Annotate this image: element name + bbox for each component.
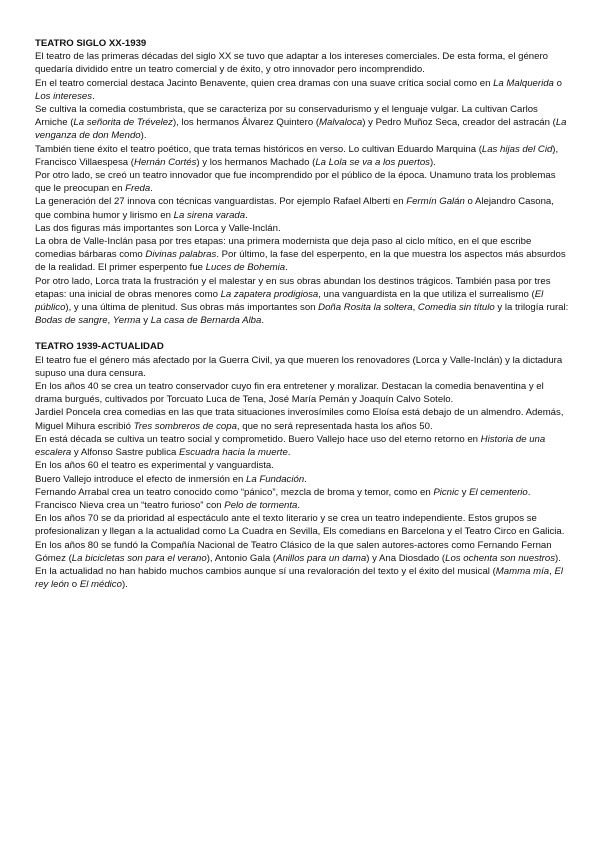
work-title: Tres sombreros de copa — [133, 420, 237, 432]
text-run: ), los hermanos Álvarez Quintero ( — [172, 117, 320, 129]
text-run: ). — [429, 156, 436, 168]
text-run: y — [140, 315, 151, 327]
paragraph — [35, 222, 570, 235]
work-title: Divinas palabras — [145, 249, 217, 261]
text-run: Las dos figuras más importantes son Lorca y Valle-Inclán. — [35, 222, 281, 234]
work-title: El rey león — [35, 565, 563, 591]
section-body — [35, 354, 570, 592]
text-run: ) y Pedro Muñoz Seca, creador del astracán ( — [362, 117, 556, 129]
text-run: ), y una última de plenitud. Sus obras más importantes son — [65, 302, 319, 314]
section-title: TEATRO 1939-ACTUALIDAD — [35, 341, 164, 353]
text-run: El teatro fue el género más afectado por la Guerra Civil, ya que mueren los renovadores (Lorca y Valle-Inclán) y la dictadura supuso una dura censura. — [35, 354, 563, 379]
paragraph — [35, 195, 570, 221]
text-run: En los años 70 se da prioridad al espectáculo ante el texto literario y se crea un teatro independiente. Estos grupos se profesionalizan y llegan a la actualidad como La Cuadra en Sevilla, Els comedians en Barcelona y el Teatro Circo en Galicia. — [35, 513, 565, 538]
paragraph — [35, 459, 570, 472]
paragraph — [35, 169, 570, 195]
paragraph — [35, 512, 570, 538]
text-run: . — [304, 473, 307, 485]
text-run: ), Antonio Gala ( — [206, 552, 277, 564]
work-title: Picnic — [433, 486, 459, 498]
text-run: La generación del 27 innova con técnicas vanguardistas. Por ejemplo Rafael Alberti en — [35, 196, 407, 208]
text-run: Jardiel Poncela crea comedias en las que trata situaciones inverosímiles como Eloísa está debajo de un almendro. Además, Miguel Mihura escribió — [35, 407, 564, 432]
work-title: Escuadra hacia la muerte — [179, 447, 288, 459]
work-title: Fermín Galán — [406, 196, 465, 208]
text-run: En está década se cultiva un teatro social y comprometido. Buero Vallejo hace uso del eterno retorno en — [35, 433, 481, 445]
section-teatro-siglo-xx — [35, 37, 570, 327]
work-title: La señorita de Trévelez — [73, 117, 173, 129]
text-run: Buero Vallejo introduce el efecto de inmersión en — [35, 473, 247, 485]
work-title: Pelo de tormenta — [224, 499, 298, 511]
text-run: Por otro lado, se creó un teatro innovador que fue incomprendido por el público de la época. Unamuno trata los problemas que le preocupan en — [35, 170, 556, 195]
text-run: En la actualidad no han habido muchos cambios aunque sí una revaloración del texto y el éxito del musical ( — [35, 565, 496, 577]
paragraph — [35, 380, 570, 406]
work-title: La Lola se va a los puertos — [315, 156, 430, 168]
work-title: Yerma — [112, 315, 141, 327]
text-run: . — [245, 209, 248, 221]
text-run: Fernando Arrabal crea un teatro conocido como “pánico”, mezcla de broma y temor, como en — [35, 486, 434, 498]
text-run: La obra de Valle-Inclán pasa por tres etapas: una primera modernista que deja paso al ciclo mítico, en el que escribe comedias bárbaras como — [35, 236, 532, 261]
text-run: y la trilogía rural: — [494, 302, 569, 314]
work-title: La casa de Bernarda Alba — [150, 315, 262, 327]
text-run: o Alejandro Casona, que combina humor y lirismo en — [35, 196, 554, 221]
section-body — [35, 50, 570, 327]
text-run: . Por último, la fase del esperpento, en la que muestra los aspectos más absurdos de la realidad. El primer esperpento fue — [35, 249, 566, 274]
paragraph — [35, 499, 570, 512]
work-title: El público — [35, 288, 544, 314]
text-run: . — [285, 262, 288, 274]
text-run: y — [458, 486, 470, 498]
work-title: La Malquerida — [493, 77, 554, 89]
section-teatro-1939-actualidad — [35, 340, 570, 591]
section-title: TEATRO SIGLO XX-1939 — [35, 38, 147, 49]
text-run: ). — [121, 579, 128, 591]
text-run: . — [287, 447, 291, 459]
paragraph — [35, 406, 570, 432]
work-title: La Fundación — [246, 473, 305, 485]
text-run: También tiene éxito el teatro poético, que trata temas históricos en verso. Lo cultivan Eduardo Marquina ( — [35, 143, 482, 155]
text-run: o — [69, 579, 80, 591]
work-title: Las hijas del Cid — [481, 143, 553, 155]
work-title: Doña Rosita la soltera — [318, 302, 413, 314]
work-title: Historia de una escalera — [35, 433, 546, 459]
document-page — [35, 37, 570, 591]
work-title: La venganza de don Mendo — [35, 117, 567, 142]
text-run: ). — [140, 130, 147, 142]
text-run: Por otro lado, Lorca trata la frustración y el malestar y en sus obras abundan los destinos trágicos. También pasa por tres etapas: una inicial de obras menores como — [35, 275, 551, 300]
text-run: Se cultiva la comedia costumbrista, que se caracteriza por su conservadurismo y el lenguaje vulgar. La cultivan Carlos Arniche ( — [35, 104, 538, 129]
work-title: Comedia sin título — [417, 302, 495, 314]
text-run: En los años 80 se fundó la Compañía Nacional de Teatro Clásico de la que salen autores-actores como Fernando Fernan Gómez ( — [35, 539, 552, 564]
text-run: ) y los hermanos Machado ( — [196, 156, 316, 168]
text-run: . — [261, 315, 265, 327]
text-run: , — [412, 302, 418, 314]
paragraph — [35, 50, 570, 76]
text-run: El teatro de las primeras décadas del siglo XX se tuvo que adaptar a los intereses comerciales. De esta forma, el género quedaría dividido entre un teatro comercial y de éxito, y otro innovador pero incomprendido. — [35, 51, 549, 76]
paragraph — [35, 565, 570, 591]
text-run: ) y Ana Diosdado ( — [366, 552, 446, 564]
paragraph — [35, 143, 570, 169]
work-title: La sirena varada — [173, 209, 246, 221]
paragraph — [35, 486, 570, 499]
work-title: Luces de Bohemia — [205, 262, 286, 274]
work-title: El médico — [79, 579, 122, 591]
work-title: Los ochenta son nuestros — [445, 552, 556, 564]
text-run: . — [92, 90, 95, 102]
paragraph — [35, 235, 570, 275]
text-run: Francisco Nieva crea un “teatro furioso” con — [35, 499, 225, 511]
work-title: La bicicletas son para el verano — [71, 552, 207, 564]
text-run: y Alfonso Sastre publica — [71, 447, 179, 459]
work-title: Hernán Cortés — [134, 156, 197, 168]
text-run: ), Francisco Villaespesa ( — [35, 143, 559, 168]
text-run: En el teatro comercial destaca Jacinto Benavente, quien crea dramas con una suave crítica social como en — [35, 77, 494, 89]
work-title: Freda — [125, 183, 151, 195]
paragraph — [35, 473, 570, 486]
text-run: , — [549, 565, 555, 577]
text-run: . — [297, 499, 301, 511]
paragraph — [35, 539, 570, 565]
text-run: . — [527, 486, 531, 498]
text-run: En los años 60 el teatro es experimental y vanguardista. — [35, 460, 274, 472]
work-title: Mamma mía — [495, 565, 550, 577]
work-title: Malvaloca — [319, 117, 363, 129]
text-run: En los años 40 se crea un teatro conservador cuyo fin era entretener y moralizar. Destacan la comedia benaventina y el drama burgués, cultivados por Torcuato Luca de Tena, José María Pemán y Joaquín Calvo Sotelo. — [35, 381, 544, 406]
paragraph — [35, 275, 570, 328]
text-run: ). — [555, 552, 561, 564]
text-run: , — [107, 315, 113, 327]
text-run: , que no será representada hasta los años 50. — [236, 420, 433, 432]
text-run: . — [150, 183, 153, 195]
text-run: o — [553, 77, 562, 89]
work-title: Los intereses — [35, 90, 93, 102]
work-title: Bodas de sangre — [35, 315, 108, 327]
paragraph — [35, 103, 570, 143]
work-title: El cementerio — [469, 486, 528, 498]
paragraph — [35, 433, 570, 459]
work-title: La zapatera prodigiosa — [220, 288, 319, 300]
paragraph — [35, 354, 570, 380]
work-title: Anillos para un dama — [276, 552, 367, 564]
paragraph — [35, 77, 570, 103]
text-run: , una vanguardista en la que utiliza el surrealismo ( — [318, 288, 535, 300]
